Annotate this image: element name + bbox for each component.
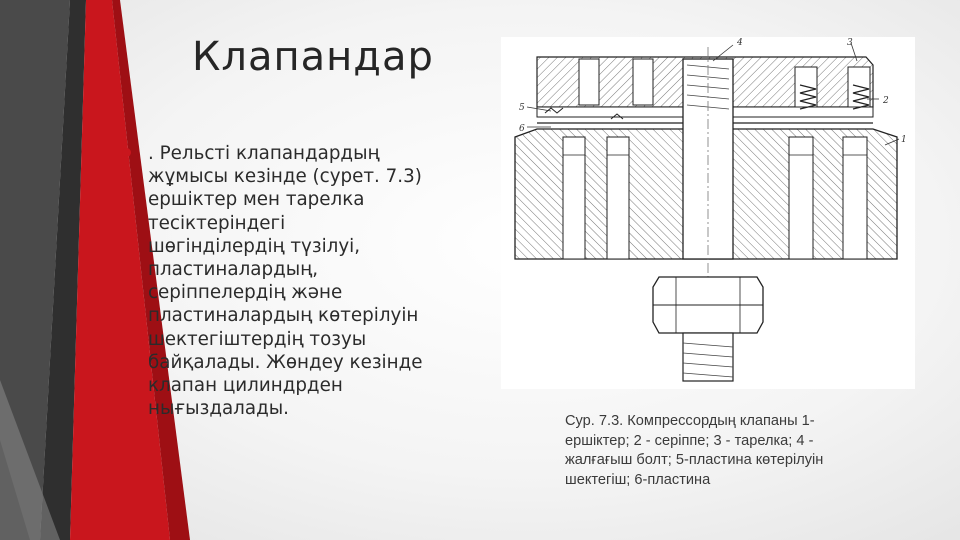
figure-label-2: 2 [883,96,889,106]
bullet-line: нығыздалады. [148,398,289,420]
bullet-line: пластиналардың, [148,259,319,281]
figure-label-5: 5 [519,103,525,113]
bullet-line: шектегіштердің тозуы [148,328,367,350]
bullet-line: жұмысы кезінде (сурет. 7.3) [148,166,422,188]
caption-line: шектегіш; 6-пластина [565,471,711,488]
figure-label-3: 3 [847,38,853,48]
bullet-line: пластиналардың көтерілуін [148,305,419,327]
slide-title: Клапандар [192,34,434,80]
bullet-text [148,142,502,420]
figure-label-1: 1 [901,135,907,145]
bullet-list [122,142,502,420]
bullet-line: ершіктер мен тарелка [148,189,365,211]
bullet-line: байқалады. Жөндеу кезінде [148,351,423,373]
bullet-line: тесіктеріндегі [148,212,286,234]
bullet-dot-icon [122,148,131,157]
figure-label-6: 6 [519,124,525,134]
caption-line: жалғағыш болт; 5-пластина көтерілуін [565,452,824,468]
figure-label-4: 4 [737,38,743,48]
caption-line: Сур. 7.3. Компрессордың клапаны 1- [565,413,815,429]
valve-drawing [501,37,915,389]
bullet-line: клапан цилиндрден [148,375,343,397]
valve-cross-section-svg [501,37,915,389]
caption-line: ершіктер; 2 - серіппе; 3 - тарелка; 4 - [565,432,814,449]
bullet-line: . Рельсті клапандардың [148,143,380,164]
bullet-line: шөгінділердің түзілуі, [148,235,361,257]
figure-caption [565,412,905,490]
bullet-line: серіппелердің және [148,282,343,304]
